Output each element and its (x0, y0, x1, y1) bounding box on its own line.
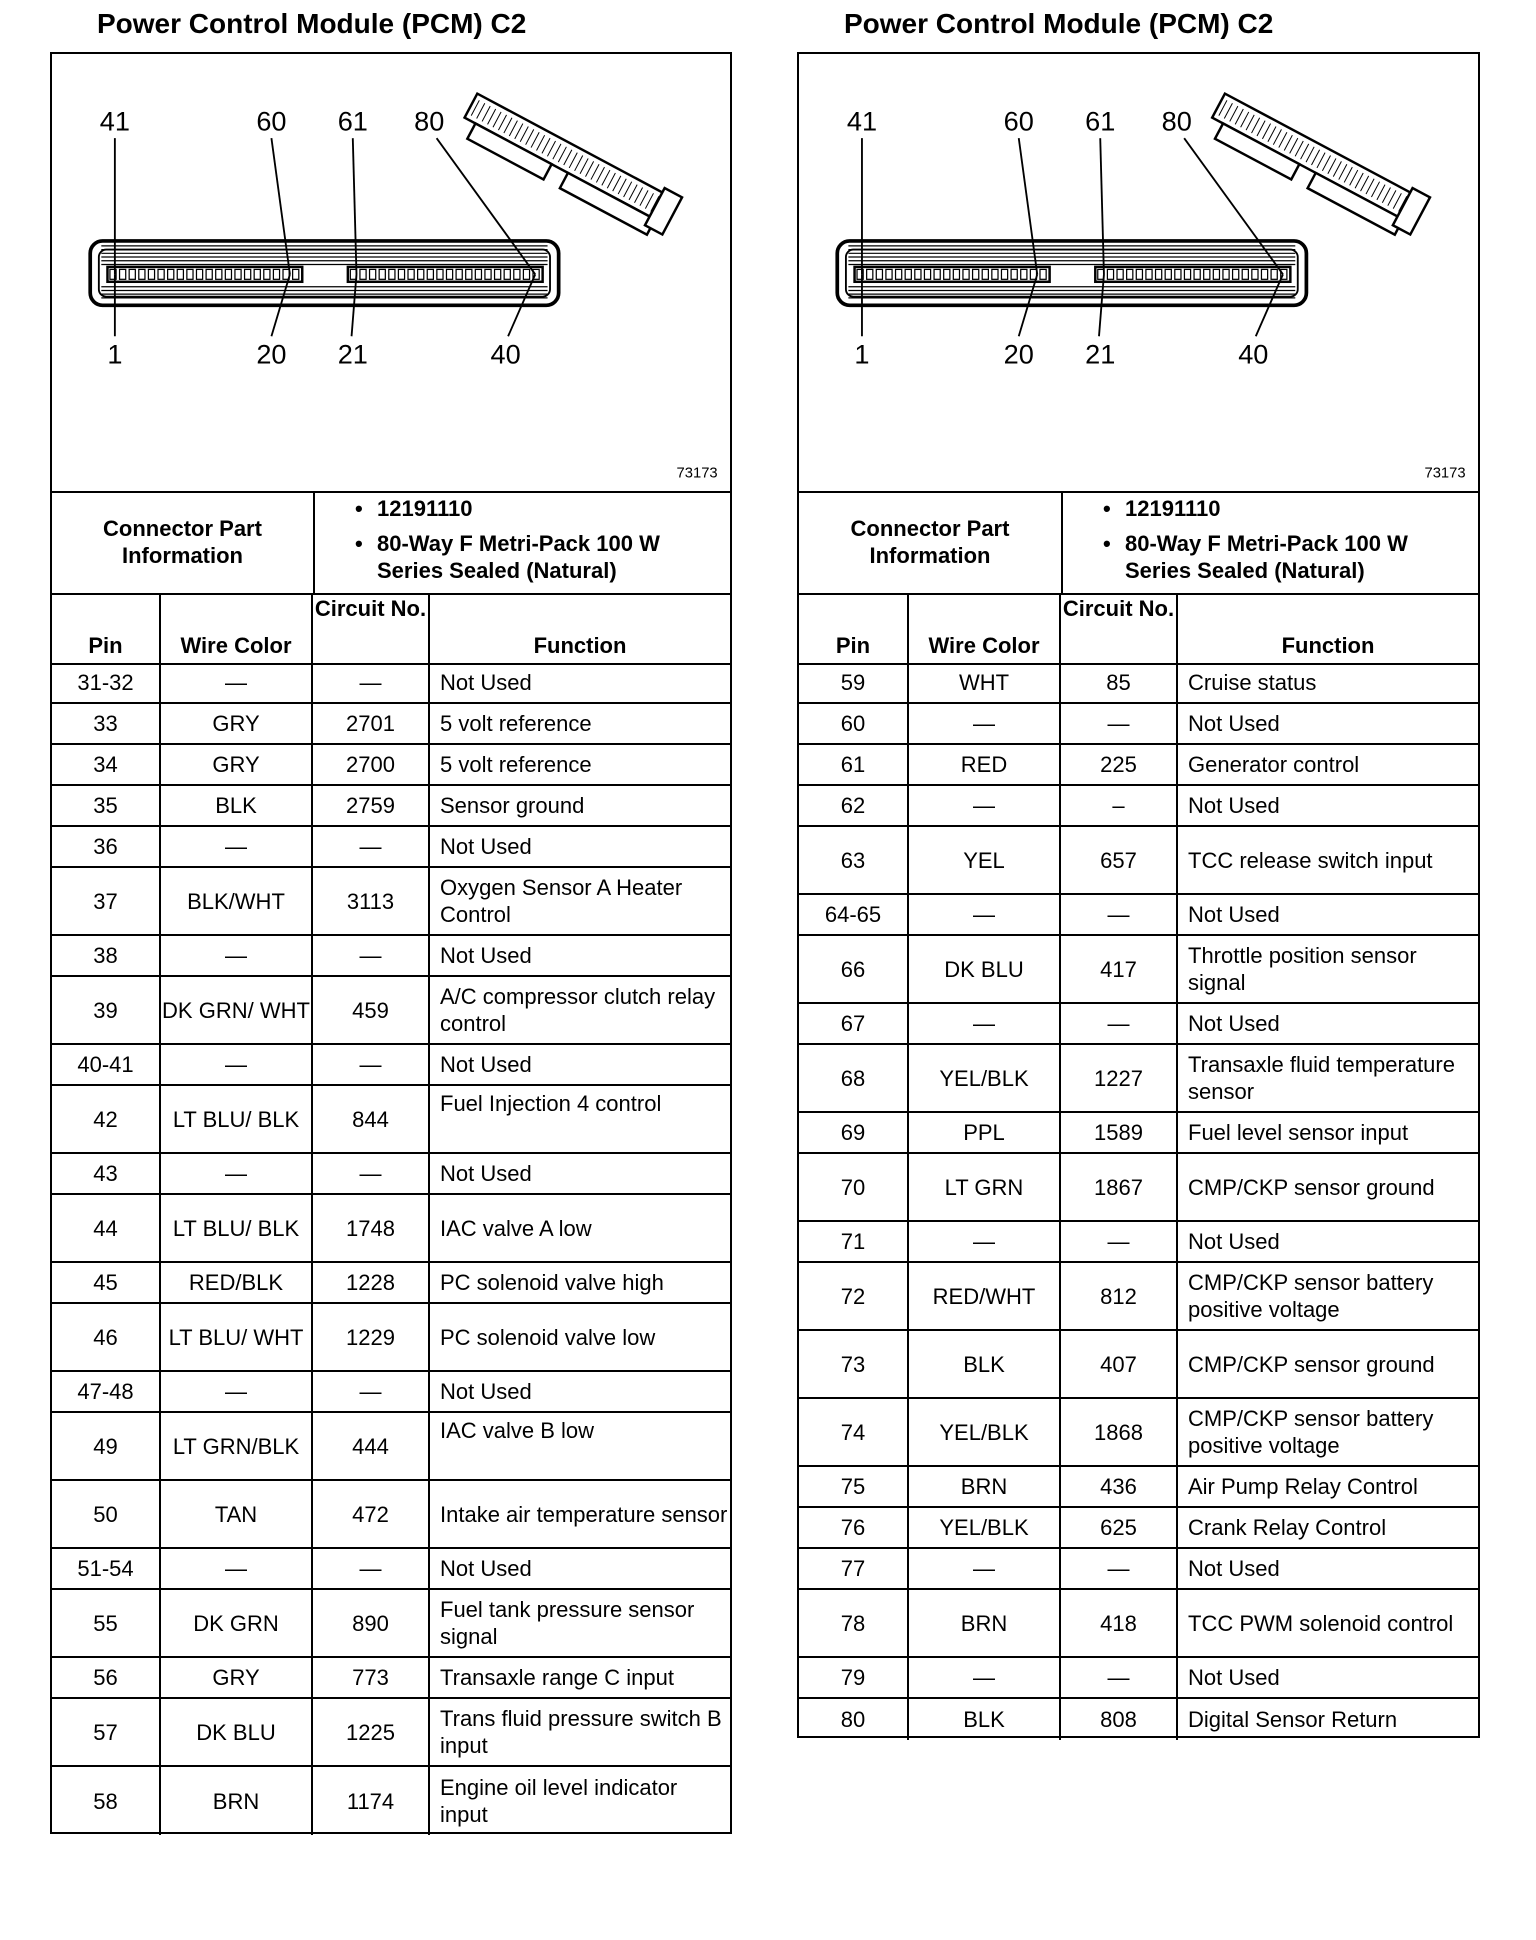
pin-label-bottom: 40 (490, 338, 521, 370)
pin-label-bottom: 20 (256, 338, 287, 370)
connector-diagram (52, 54, 730, 493)
circuit-cell: 3113 (313, 868, 430, 934)
wire-color-cell: — (909, 1549, 1061, 1588)
wire-color-cell: RED/WHT (909, 1263, 1061, 1329)
table-row (799, 1113, 1478, 1154)
function-cell: Not Used (1188, 902, 1280, 927)
pin-cell: 79 (799, 1658, 909, 1697)
table-row (52, 1372, 730, 1413)
connector-info-values (1063, 491, 1478, 593)
circuit-cell: — (1061, 704, 1178, 743)
circuit-cell: — (313, 1549, 430, 1588)
circuit-cell: 1748 (313, 1195, 430, 1261)
function-cell: IAC valve A low (440, 1215, 592, 1241)
header-pin: Pin (799, 593, 909, 663)
circuit-cell: 1174 (313, 1767, 430, 1835)
connector-part-info (799, 491, 1478, 595)
pin-cell: 38 (52, 936, 161, 975)
pin-cell: 68 (799, 1045, 909, 1111)
pin-label-bottom: 1 (107, 338, 123, 370)
table-row (799, 1222, 1478, 1263)
function-cell: Throttle position sensor signal (1188, 943, 1417, 995)
function-cell: Not Used (440, 1556, 532, 1581)
connector-info-label: Connector Part Information (52, 491, 315, 593)
function-cell: Not Used (440, 1052, 532, 1077)
circuit-cell: — (1061, 1658, 1178, 1697)
wire-color-cell: — (161, 827, 313, 866)
function-cell: PC solenoid valve high (440, 1270, 664, 1295)
table-row (52, 1045, 730, 1086)
pin-cell: 73 (799, 1331, 909, 1397)
pin-cell: 63 (799, 827, 909, 893)
pin-cell: 49 (52, 1413, 161, 1479)
table-row (52, 745, 730, 786)
table-row (52, 1195, 730, 1263)
table-row (52, 1549, 730, 1590)
table-row (799, 1331, 1478, 1399)
header-wire-color: Wire Color (909, 593, 1061, 663)
connector-info-values (315, 491, 730, 593)
circuit-cell: – (1061, 786, 1178, 825)
function-cell: Digital Sensor Return (1188, 1707, 1398, 1732)
table-row (799, 1263, 1478, 1331)
table-row (52, 1154, 730, 1195)
function-cell: Engine oil level indicator input (440, 1775, 678, 1827)
function-cell: CMP/CKP sensor ground (1188, 1351, 1435, 1377)
circuit-cell: 1868 (1061, 1399, 1178, 1465)
wire-color-cell: DK GRN/ WHT (161, 977, 313, 1043)
circuit-cell: — (313, 1372, 430, 1411)
wire-color-cell: — (161, 1045, 313, 1084)
circuit-cell: 85 (1061, 663, 1178, 702)
table-row (799, 827, 1478, 895)
pin-label-top: 80 (414, 105, 445, 137)
circuit-cell: 1228 (313, 1263, 430, 1302)
pin-table-body (799, 663, 1478, 1740)
table-row (799, 1045, 1478, 1113)
function-cell: Not Used (1188, 1665, 1280, 1690)
wire-color-cell: — (909, 895, 1061, 934)
function-cell: TCC PWM solenoid control (1188, 1610, 1454, 1636)
circuit-cell: 2759 (313, 786, 430, 825)
circuit-cell: — (313, 1154, 430, 1193)
pin-label-top: 80 (1161, 105, 1192, 137)
wire-color-cell: DK BLU (909, 936, 1061, 1002)
function-cell: TCC release switch input (1188, 847, 1433, 873)
function-cell: Not Used (440, 670, 532, 695)
pin-cell: 64-65 (799, 895, 909, 934)
circuit-cell: — (1061, 1549, 1178, 1588)
circuit-cell: 1229 (313, 1304, 430, 1370)
wire-color-cell: BRN (909, 1590, 1061, 1656)
function-cell: Fuel level sensor input (1188, 1120, 1409, 1145)
wire-color-cell: — (161, 1372, 313, 1411)
pin-label-bottom: 40 (1238, 338, 1269, 370)
circuit-cell: 773 (313, 1658, 430, 1697)
pin-cell: 33 (52, 704, 161, 743)
connector-info-value: • 12191110 (1103, 495, 1478, 522)
table-row (52, 704, 730, 745)
function-cell: CMP/CKP sensor battery positive voltage (1188, 1406, 1434, 1458)
pin-label-top: 60 (256, 105, 287, 137)
pin-cell: 55 (52, 1590, 161, 1656)
table-row (52, 827, 730, 868)
table-row (52, 936, 730, 977)
circuit-cell: 812 (1061, 1263, 1178, 1329)
pin-cell: 78 (799, 1590, 909, 1656)
function-cell: CMP/CKP sensor battery positive voltage (1188, 1270, 1434, 1322)
circuit-cell: 1227 (1061, 1045, 1178, 1111)
table-row (799, 936, 1478, 1004)
table-header (52, 593, 730, 665)
wire-color-cell: RED (909, 745, 1061, 784)
table-row (799, 1399, 1478, 1467)
wire-color-cell: BLK (909, 1331, 1061, 1397)
wire-color-cell: GRY (161, 704, 313, 743)
table-row (52, 1767, 730, 1835)
table-row (799, 1699, 1478, 1740)
pin-cell: 42 (52, 1086, 161, 1152)
function-cell: Crank Relay Control (1188, 1515, 1387, 1540)
figure-number: 73173 (676, 465, 718, 482)
wire-color-cell: — (909, 786, 1061, 825)
table-row (52, 1413, 730, 1481)
pin-cell: 58 (52, 1767, 161, 1835)
pin-cell: 69 (799, 1113, 909, 1152)
pin-cell: 40-41 (52, 1045, 161, 1084)
angled-connector-icon (456, 89, 682, 241)
table-row (52, 868, 730, 936)
pin-cell: 80 (799, 1699, 909, 1740)
panel-title: Power Control Module (PCM) C2 (844, 8, 1274, 39)
circuit-cell: 459 (313, 977, 430, 1043)
wire-color-cell: WHT (909, 663, 1061, 702)
wire-color-cell: LT GRN (909, 1154, 1061, 1220)
pin-cell: 39 (52, 977, 161, 1043)
pin-label-top: 61 (337, 105, 368, 137)
function-cell: Not Used (440, 834, 532, 859)
pin-cell: 72 (799, 1263, 909, 1329)
table-header (799, 593, 1478, 665)
function-cell: PC solenoid valve low (440, 1324, 656, 1350)
header-pin: Pin (52, 593, 161, 663)
table-row (799, 704, 1478, 745)
circuit-cell: 2700 (313, 745, 430, 784)
pin-label-top: 61 (1085, 105, 1116, 137)
circuit-cell: 225 (1061, 745, 1178, 784)
pin-label-top: 41 (99, 105, 130, 137)
pin-cell: 75 (799, 1467, 909, 1506)
function-cell: Oxygen Sensor A Heater Control (440, 875, 683, 927)
circuit-cell: 1867 (1061, 1154, 1178, 1220)
function-cell: Air Pump Relay Control (1188, 1474, 1418, 1499)
function-cell: Not Used (1188, 1229, 1280, 1254)
function-cell: Cruise status (1188, 670, 1317, 695)
circuit-cell: 1225 (313, 1699, 430, 1765)
function-cell: Transaxle range C input (440, 1665, 674, 1690)
table-row (52, 1263, 730, 1304)
pin-cell: 66 (799, 936, 909, 1002)
table-row (52, 977, 730, 1045)
wire-color-cell: — (161, 936, 313, 975)
wire-color-cell: — (161, 1154, 313, 1193)
table-row (799, 1154, 1478, 1222)
pin-cell: 50 (52, 1481, 161, 1547)
function-cell: A/C compressor clutch relay control (440, 984, 716, 1036)
wire-color-cell: YEL/BLK (909, 1045, 1061, 1111)
wire-color-cell: PPL (909, 1113, 1061, 1152)
circuit-cell: 1589 (1061, 1113, 1178, 1152)
pin-cell: 36 (52, 827, 161, 866)
wire-color-cell: GRY (161, 1658, 313, 1697)
connector-info-label: Connector Part Information (799, 491, 1063, 593)
function-cell: IAC valve B low (440, 1418, 595, 1443)
wire-color-cell: LT BLU/ BLK (161, 1086, 313, 1152)
connector-info-value: • 80-Way F Metri-Pack 100 W Series Sealed (Natural) (355, 530, 730, 584)
table-row (52, 1481, 730, 1549)
connector-info-value: • 80-Way F Metri-Pack 100 W Series Sealed (Natural) (1103, 530, 1478, 584)
pin-cell: 37 (52, 868, 161, 934)
function-cell: 5 volt reference (440, 752, 592, 777)
pin-label-top: 60 (1003, 105, 1034, 137)
table-row (799, 745, 1478, 786)
pin-cell: 61 (799, 745, 909, 784)
header-function: Function (533, 633, 627, 658)
function-cell: Sensor ground (440, 793, 585, 818)
circuit-cell: 2701 (313, 704, 430, 743)
table-row (52, 1658, 730, 1699)
circuit-cell: 657 (1061, 827, 1178, 893)
function-cell: Fuel tank pressure sensor signal (440, 1597, 695, 1649)
pin-cell: 46 (52, 1304, 161, 1370)
circuit-cell: — (1061, 1004, 1178, 1043)
table-row (52, 1590, 730, 1658)
table-row (799, 1658, 1478, 1699)
connector-illustration (799, 54, 1478, 491)
function-cell: Not Used (1188, 1011, 1280, 1036)
pin-cell: 31-32 (52, 663, 161, 702)
circuit-cell: 407 (1061, 1331, 1178, 1397)
pin-cell: 76 (799, 1508, 909, 1547)
wire-color-cell: YEL/BLK (909, 1399, 1061, 1465)
pin-cell: 67 (799, 1004, 909, 1043)
wire-color-cell: — (909, 1222, 1061, 1261)
wire-color-cell: BLK/WHT (161, 868, 313, 934)
wire-color-cell: LT BLU/ WHT (161, 1304, 313, 1370)
function-cell: Transaxle fluid temperature sensor (1188, 1052, 1455, 1104)
table-row (52, 1699, 730, 1767)
pin-cell: 51-54 (52, 1549, 161, 1588)
pin-label-bottom: 20 (1003, 338, 1034, 370)
wire-color-cell: LT BLU/ BLK (161, 1195, 313, 1261)
connector-table (797, 52, 1480, 1738)
table-row (52, 1086, 730, 1154)
pin-cell: 62 (799, 786, 909, 825)
pin-cell: 35 (52, 786, 161, 825)
wire-color-cell: — (909, 1004, 1061, 1043)
function-cell: CMP/CKP sensor ground (1188, 1174, 1435, 1200)
wire-color-cell: — (161, 1549, 313, 1588)
circuit-cell: — (313, 1045, 430, 1084)
function-cell: Generator control (1188, 752, 1360, 777)
table-row (52, 786, 730, 827)
pin-cell: 59 (799, 663, 909, 702)
table-row (52, 1304, 730, 1372)
circuit-cell: — (313, 827, 430, 866)
connector-table (50, 52, 732, 1834)
function-cell: Not Used (1188, 793, 1280, 818)
panel-title: Power Control Module (PCM) C2 (97, 8, 527, 39)
wire-color-cell: TAN (161, 1481, 313, 1547)
table-row (799, 1590, 1478, 1658)
wire-color-cell: BLK (909, 1699, 1061, 1740)
table-row (799, 1004, 1478, 1045)
connector-info-value: • 12191110 (355, 495, 730, 522)
wire-color-cell: BRN (161, 1767, 313, 1835)
function-cell: Fuel Injection 4 control (440, 1091, 662, 1116)
function-cell: 5 volt reference (440, 711, 592, 736)
table-row (799, 1549, 1478, 1590)
function-cell: Intake air temperature sensor (440, 1501, 728, 1527)
pin-label-top: 41 (846, 105, 878, 137)
circuit-cell: — (1061, 895, 1178, 934)
wire-color-cell: — (161, 663, 313, 702)
pin-cell: 47-48 (52, 1372, 161, 1411)
pin-cell: 57 (52, 1699, 161, 1765)
circuit-cell: 844 (313, 1086, 430, 1152)
header-circuit-no: Circuit No. (313, 593, 430, 663)
wire-color-cell: YEL/BLK (909, 1508, 1061, 1547)
header-function: Function (1281, 633, 1375, 658)
circuit-cell: — (313, 663, 430, 702)
circuit-cell: — (313, 936, 430, 975)
connector-part-info (52, 491, 730, 595)
pin-cell: 43 (52, 1154, 161, 1193)
pin-cell: 56 (52, 1658, 161, 1697)
circuit-cell: 444 (313, 1413, 430, 1479)
function-cell: Not Used (1188, 711, 1280, 736)
wire-color-cell: RED/BLK (161, 1263, 313, 1302)
circuit-cell: 808 (1061, 1699, 1178, 1740)
pin-cell: 34 (52, 745, 161, 784)
circuit-cell: 417 (1061, 936, 1178, 1002)
wire-color-cell: YEL (909, 827, 1061, 893)
wire-color-cell: BRN (909, 1467, 1061, 1506)
circuit-cell: 890 (313, 1590, 430, 1656)
function-cell: Not Used (440, 1161, 532, 1186)
angled-connector-icon (1204, 89, 1430, 241)
header-circuit-no: Circuit No. (1061, 593, 1178, 663)
wire-color-cell: BLK (161, 786, 313, 825)
table-row (799, 663, 1478, 704)
pin-label-bottom: 21 (337, 338, 368, 370)
table-row (799, 1508, 1478, 1549)
circuit-cell: 472 (313, 1481, 430, 1547)
function-cell: Not Used (1188, 1556, 1280, 1581)
table-row (799, 1467, 1478, 1508)
wire-color-cell: LT GRN/BLK (161, 1413, 313, 1479)
pin-table-body (52, 663, 730, 1835)
pin-label-bottom: 1 (854, 338, 870, 370)
table-row (799, 895, 1478, 936)
function-cell: Not Used (440, 943, 532, 968)
connector-diagram (799, 54, 1478, 493)
function-cell: Not Used (440, 1379, 532, 1404)
function-cell: Trans fluid pressure switch B input (440, 1706, 722, 1758)
pin-cell: 60 (799, 704, 909, 743)
connector-illustration (52, 54, 730, 491)
pin-cell: 44 (52, 1195, 161, 1261)
circuit-cell: 436 (1061, 1467, 1178, 1506)
table-row (52, 663, 730, 704)
table-row (799, 786, 1478, 827)
wire-color-cell: DK GRN (161, 1590, 313, 1656)
pin-cell: 45 (52, 1263, 161, 1302)
wire-color-cell: — (909, 704, 1061, 743)
circuit-cell: — (1061, 1222, 1178, 1261)
pin-cell: 74 (799, 1399, 909, 1465)
header-wire-color: Wire Color (161, 593, 313, 663)
pin-label-bottom: 21 (1085, 338, 1116, 370)
wire-color-cell: DK BLU (161, 1699, 313, 1765)
figure-number: 73173 (1424, 465, 1466, 482)
pin-cell: 70 (799, 1154, 909, 1220)
pin-cell: 77 (799, 1549, 909, 1588)
circuit-cell: 418 (1061, 1590, 1178, 1656)
pin-cell: 71 (799, 1222, 909, 1261)
wire-color-cell: GRY (161, 745, 313, 784)
circuit-cell: 625 (1061, 1508, 1178, 1547)
wire-color-cell: — (909, 1658, 1061, 1697)
